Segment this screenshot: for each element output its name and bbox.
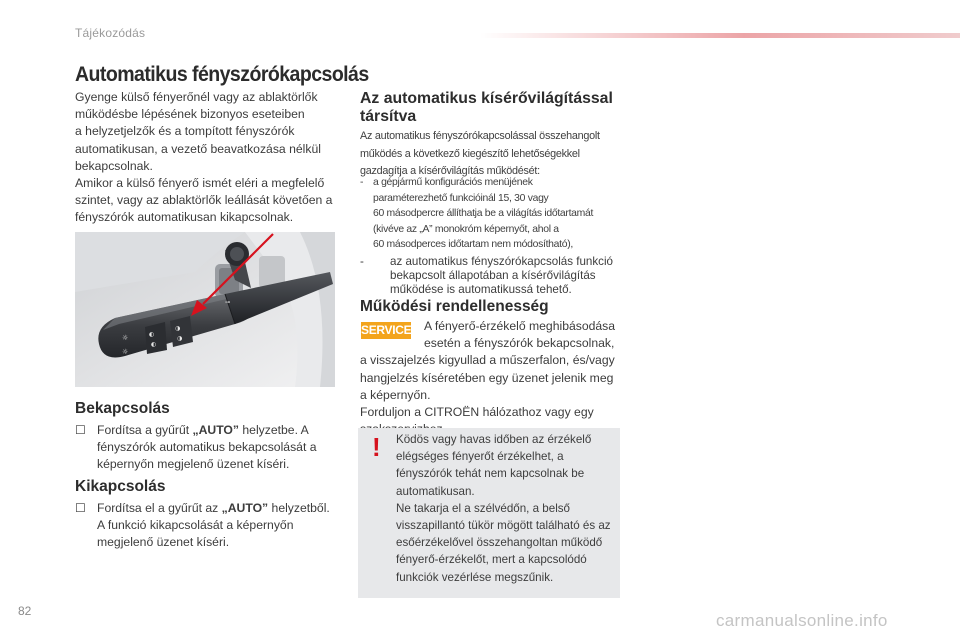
hiba-line: hangjelzés kíséretében egy üzenet jelenik meg: [360, 370, 614, 385]
warning-line: Ködös vagy havas időben az érzékelő: [396, 433, 592, 446]
hiba-line: esetén a fényszórók bekapcsolnak,: [424, 336, 615, 351]
warning-line: funkciók vezérlése megszűnik.: [396, 570, 554, 584]
warning-line: visszapillantó tükör mögött található és az: [396, 519, 611, 533]
dash-bullet: -: [360, 254, 364, 268]
title-line: társítva: [360, 108, 417, 125]
intro-line: működés a következő kiegészítő lehetőségekkel: [360, 147, 580, 160]
hiba-line: Forduljon a CITROËN hálózathoz vagy egy: [360, 405, 594, 420]
bekapcsolas-line1-pre: Fordítsa a gyűrűt: [97, 423, 193, 437]
intro-line: fényszórók automatikusan kikapcsolnak.: [75, 210, 294, 225]
warning-line: elégséges fényerőt érzékelhet, a: [396, 450, 564, 464]
hiba-paragraph: [360, 318, 622, 438]
kikapcsolas-line1-post: helyzetből.: [268, 501, 330, 515]
page-title: Automatikus fényszórókapcsolás: [75, 63, 369, 86]
bekapcsolas-line1-post: helyzetbe. A: [239, 423, 309, 437]
svg-text:◐: ◐: [149, 331, 155, 338]
title-line: Az automatikus kísérővilágítással: [360, 90, 613, 107]
item-line: paraméterezhető funkcióinál 15, 30 vagy: [373, 192, 549, 204]
intro-line: automatikusan, a vezető beavatkozása nélkül: [75, 141, 321, 156]
warning-text: [396, 431, 618, 586]
warning-line: Ne takarja el a szélvédőn, a belső: [396, 501, 571, 515]
section-label: Tájékozódás: [75, 26, 146, 40]
bekapcsolas-line3: képernyőn megjelenő üzenet kíséri.: [97, 457, 290, 472]
intro-line: működésbe lépésének bizonyos eseteiben: [75, 107, 305, 122]
service-warning-icon: SERVICE: [361, 323, 412, 337]
svg-text:◐: ◐: [151, 341, 157, 348]
auto-label: „AUTO”: [221, 501, 269, 515]
kikapcsolas-line1-pre: Fordítsa el a gyűrűt az: [97, 501, 222, 515]
intro-line: Gyenge külső fényerőnél vagy az ablaktörlők: [75, 90, 318, 104]
light-switch-illustration: [75, 232, 335, 387]
kikapcsolas-line2: A funkció kikapcsolását a képernyőn: [97, 518, 294, 533]
light-switch-drawing: [75, 232, 335, 387]
item-line: 60 másodperces időtartam nem módosítható),: [373, 239, 573, 251]
check-box-icon: ☐: [75, 423, 86, 437]
page-number: 82: [18, 604, 32, 618]
svg-text:☼: ☼: [122, 334, 129, 342]
intro-line: gazdagítja a kísérővilágítás működését:: [360, 165, 540, 178]
hiba-line: a képernyőn.: [360, 387, 431, 402]
intro-paragraph: [75, 89, 350, 227]
watermark: carmanualsonline.info: [716, 611, 888, 630]
item-line: az automatikus fényszórókapcsolás funkció: [390, 254, 613, 268]
section-title-kiserovilagitas: [360, 90, 630, 126]
item-line: működése is automatikussá tehető.: [390, 283, 572, 297]
dash-bullet: -: [360, 177, 364, 188]
kiserovilagitas-list: [360, 175, 635, 298]
section-title-hiba: Működési rendellenesség: [360, 298, 549, 315]
check-box-icon: ☐: [75, 501, 86, 515]
item-line: (kivéve az „A” monokróm képernyőt, ahol a: [373, 223, 559, 235]
list-item: [360, 255, 635, 298]
list-item: [360, 175, 635, 253]
warning-line: fényerő-érzékelőt, mert a kapcsolódó: [396, 553, 587, 567]
auto-label: „AUTO”: [192, 423, 240, 437]
kikapcsolas-instruction: [75, 500, 345, 552]
svg-text:◑: ◑: [175, 325, 181, 332]
intro-line: bekapcsolnak.: [75, 158, 153, 173]
intro-line: a helyzetjelzők és a tompított fényszórók: [75, 124, 295, 139]
kiserovilagitas-intro: [360, 128, 630, 181]
intro-line: szintet, vagy az ablaktörlők leállását követően a: [75, 193, 333, 208]
item-line: bekapcsolt állapotában a kísérővilágítás: [390, 269, 596, 283]
exclamation-icon: !: [372, 432, 381, 462]
section-title-kikapcsolas: Kikapcsolás: [75, 478, 166, 495]
intro-line: Amikor a külső fényerő ismét eléri a megfelelő: [75, 176, 325, 191]
kikapcsolas-line3: megjelenő üzenet kíséri.: [97, 535, 230, 550]
hiba-line: A fényerő-érzékelő meghibásodása: [424, 319, 616, 333]
warning-line: automatikusan.: [396, 484, 475, 498]
item-line: a gépjármű konfigurációs menüjének: [373, 177, 533, 188]
item-line: 60 másodpercre állíthatja be a világítás időtartamát: [373, 208, 594, 220]
hiba-line: a visszajelzés kigyullad a műszerfalon, és/vagy: [360, 353, 615, 368]
header-gradient-rule: [480, 33, 960, 38]
warning-line: esőérzékelővel összehangoltan működő: [396, 536, 603, 550]
svg-text:◑: ◑: [177, 335, 183, 342]
warning-line: fényszórók tehát nem kapcsolnak be: [396, 467, 585, 481]
bekapcsolas-line2: fényszórók automatikus bekapcsolását a: [97, 440, 317, 455]
intro-line: Az automatikus fényszórókapcsolással összehangolt: [360, 130, 600, 142]
svg-text:☼: ☼: [122, 348, 129, 356]
svg-text:⊸: ⊸: [225, 299, 231, 306]
section-title-bekapcsolas: Bekapcsolás: [75, 400, 170, 417]
bekapcsolas-instruction: [75, 422, 340, 474]
